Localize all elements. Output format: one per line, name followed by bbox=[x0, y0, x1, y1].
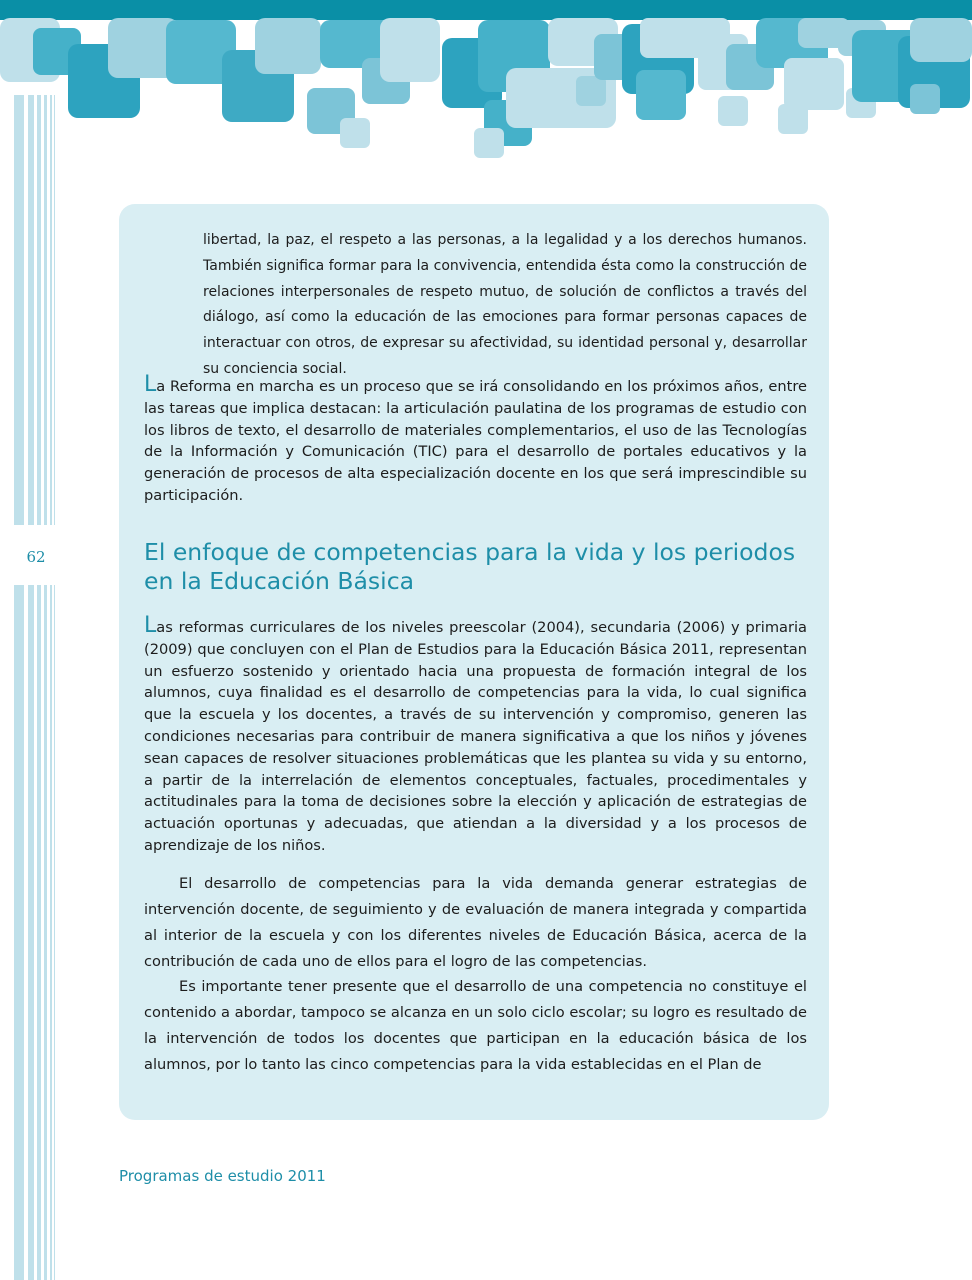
section-heading: El enfoque de competencias para la vida y los periodos en la Educación Básica bbox=[144, 538, 796, 595]
paragraph-competency-development: El desarrollo de competencias para la vida demanda generar estrategias de intervención docente, de seguimiento y de evaluación de manera integrada y compartida al interior de la escuela y con los diferentes niveles de Educación Básica, acerca de la contribución de cada uno de ellos para el logro de las competencias. bbox=[144, 875, 807, 970]
paragraph-important-note: Es importante tener presente que el desarrollo de una competencia no constituye el contenido a abordar, tampoco se alcanza en un solo ciclo escolar; su logro es resultado de la intervención de todos los docentes que participan en la educación básica de los alumnos, por lo tanto las cinco competencias para la vida establecidas en el Plan de bbox=[144, 978, 807, 1073]
header-mosaic-decoration bbox=[0, 0, 972, 175]
paragraph-text: a Reforma en marcha es un proceso que se irá consolidando en los próximos años, entre las tareas que implica destacan: la articulación paulatina de los programas de estudio con los libros de texto, el desarrollo de materiales complementarios, el uso de las Tecnologías de la Información y Comunicación (TIC) para el desarrollo de portales educativos y la generación de procesos de alta especialización docente en los que será imprescindible su participación. bbox=[144, 378, 807, 504]
drop-cap-initial: L bbox=[144, 613, 157, 638]
paragraph-curricular-reforms bbox=[144, 613, 807, 857]
indented-quote: libertad, la paz, el respeto a las personas, a la legalidad y a los derechos humanos. También significa formar para la convivencia, entendida ésta como la construcción de relaciones interpersonales de respeto mutuo, de solución de conflictos a través del diálogo, así como la educación de las emociones para formar personas capaces de interactuar con otros, de expresar su afectividad, su identidad personal y, desarrollar su conciencia social. bbox=[203, 232, 807, 377]
footer-publication-title: Programas de estudio 2011 bbox=[119, 1167, 326, 1185]
left-margin-stripes bbox=[0, 95, 60, 1280]
page-number: 62 bbox=[14, 544, 58, 570]
paragraph-text: as reformas curriculares de los niveles preescolar (2004), secundaria (2006) y primaria (2009) que concluyen con el Plan de Estudios para la Educación Básica 2011, representan un esfuerzo sostenido y orientado hacia una propuesta de formación integral de los alumnos, cuya finalidad es el desarrollo de competencias para la vida, lo cual significa que la escuela y los docentes, a través de su intervención y compromiso, generen las condiciones necesarias para contribuir de manera significativa a que los niños y jóvenes sean capaces de resolver situaciones problemáticas que les plantea su vida y su entorno, a partir de la interrelación de elementos conceptuales, factuales, procedimentales y actitudinales para la toma de decisiones sobre la elección y aplicación de estrategias de actuación oportunas y adecuadas, que atiendan a la diversidad y a los procesos de aprendizaje de los niños. bbox=[144, 619, 807, 854]
drop-cap-initial: L bbox=[144, 372, 157, 397]
paragraph-reform-in-progress bbox=[144, 372, 807, 507]
